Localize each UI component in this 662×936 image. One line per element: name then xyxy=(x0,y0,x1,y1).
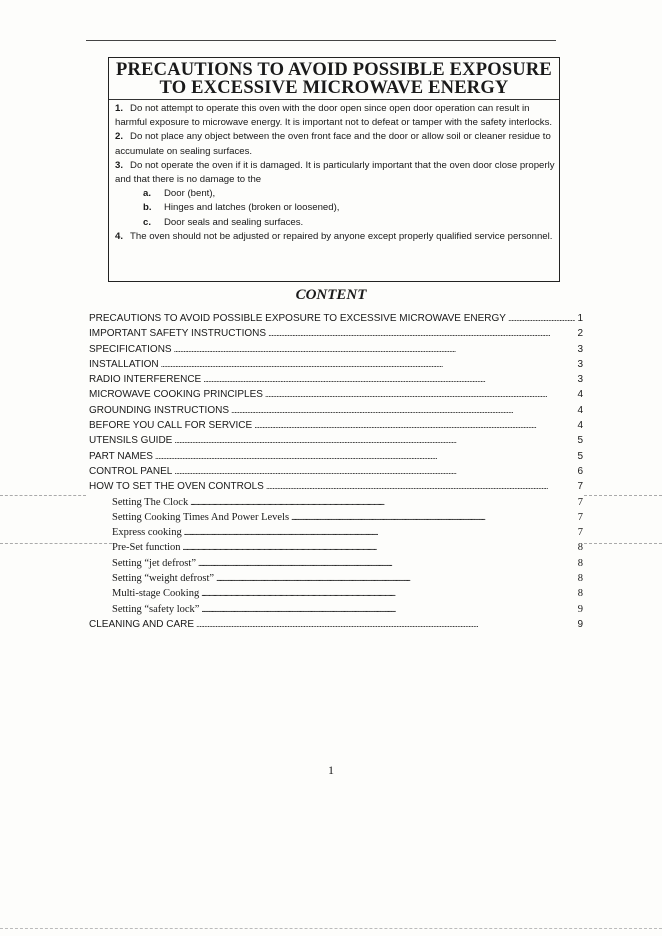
leader-dots xyxy=(291,512,575,523)
scan-noise-line xyxy=(0,495,86,496)
leader-dots xyxy=(196,619,575,630)
toc-row-sub xyxy=(89,573,583,588)
toc-title: CONTROL PANEL xyxy=(89,465,173,477)
leader-dots xyxy=(198,558,575,569)
toc-row xyxy=(89,359,583,374)
leader-dots xyxy=(265,389,575,400)
sub-letter: c. xyxy=(143,216,152,228)
precautions-box xyxy=(108,57,560,282)
toc-page: 8 xyxy=(577,557,583,569)
toc-title: CLEANING AND CARE xyxy=(89,618,195,630)
scan-noise-line xyxy=(584,543,662,544)
item-number: 1. xyxy=(115,103,124,114)
sub-item-a xyxy=(143,187,555,201)
scan-noise-line xyxy=(0,543,112,544)
toc-page: 4 xyxy=(577,389,583,401)
content-title: CONTENT xyxy=(295,287,367,303)
toc-row-sub xyxy=(89,604,583,619)
toc-title: GROUNDING INSTRUCTIONS xyxy=(89,404,229,416)
precautions-title-line1: PRECAUTIONS TO AVOID POSSIBLE EXPOSURE xyxy=(116,60,552,80)
toc-row-sub xyxy=(89,512,583,527)
toc-row-sub xyxy=(89,542,583,557)
leader-dots xyxy=(174,344,575,355)
toc-title: Setting “jet defrost” xyxy=(112,557,196,569)
toc-title: Multi-stage Cooking xyxy=(112,588,200,600)
toc-page: 3 xyxy=(577,374,583,386)
sub-text: Door seals and sealing surfaces. xyxy=(164,216,304,228)
leader-dots xyxy=(266,481,575,492)
toc-row xyxy=(89,619,583,634)
toc-row-sub xyxy=(89,588,583,603)
page-number: 1 xyxy=(328,763,334,777)
leader-dots xyxy=(268,328,575,339)
toc-title: UTENSILS GUIDE xyxy=(89,435,173,447)
toc-title: INSTALLATION xyxy=(89,358,159,370)
toc-page: 7 xyxy=(577,481,583,493)
toc-page: 8 xyxy=(577,542,583,554)
precautions-title-line2: TO EXCESSIVE MICROWAVE ENERGY xyxy=(159,78,509,98)
toc-row-sub xyxy=(89,558,583,573)
toc-page: 9 xyxy=(577,618,583,630)
sub-text: Hinges and latches (broken or loosened), xyxy=(164,202,340,214)
leader-dots xyxy=(183,542,575,553)
item-text: The oven should not be adjusted or repaired by anyone except properly qualified service personnel. xyxy=(130,230,553,242)
scan-noise-line xyxy=(584,495,662,496)
top-rule xyxy=(86,40,556,41)
leader-dots xyxy=(201,588,575,599)
toc-row xyxy=(89,481,583,496)
toc-page: 3 xyxy=(577,343,583,355)
item-number: 2. xyxy=(115,131,124,143)
leader-dots xyxy=(161,359,575,370)
leader-dots xyxy=(184,527,575,538)
sub-letter: a. xyxy=(143,188,152,200)
toc-title: Express cooking xyxy=(112,527,182,539)
toc-page: 4 xyxy=(577,420,583,432)
toc-title: MICROWAVE COOKING PRINCIPLES xyxy=(89,389,263,401)
leader-dots xyxy=(203,374,575,385)
toc-page: 7 xyxy=(577,511,583,523)
item-text: Do not attempt to operate this oven with the door open since open door operation can result in harmful exposure to microwave energy. It is important not to defeat or tamper with the safety interlocks. xyxy=(115,103,553,129)
toc-page: 1 xyxy=(577,313,583,324)
toc-title: Pre-Set function xyxy=(112,542,181,554)
leader-dots xyxy=(254,420,575,431)
item-text: Do not place any object between the oven front face and the door or allow soil or cleaner residue to accumulate on sealing surfaces. xyxy=(115,131,551,157)
item-number: 4. xyxy=(115,230,124,242)
bottom-rule xyxy=(0,928,662,929)
item-text: Do not operate the oven if it is damaged. It is particularly important that the oven door close properly and that there is no damage to the xyxy=(115,159,555,186)
toc-title: IMPORTANT SAFETY INSTRUCTIONS xyxy=(89,328,267,340)
toc-row xyxy=(89,466,583,481)
leader-dots xyxy=(174,435,575,446)
sub-item-c xyxy=(143,216,555,230)
toc-page: 3 xyxy=(577,358,583,370)
sub-text: Door (bent), xyxy=(164,188,216,200)
toc-row xyxy=(89,435,583,450)
leader-dots xyxy=(190,497,575,508)
leader-dots xyxy=(155,451,575,462)
toc-page: 7 xyxy=(577,496,583,508)
sub-letter: b. xyxy=(143,202,152,214)
toc-title: RADIO INTERFERENCE xyxy=(89,374,202,386)
toc-title: PRECAUTIONS TO AVOID POSSIBLE EXPOSURE TO EXCESSIVE MICROWAVE ENERGY xyxy=(89,313,506,324)
toc-row-sub xyxy=(89,497,583,512)
toc-title: Setting The Clock xyxy=(112,496,189,508)
precaution-item-1 xyxy=(115,102,555,130)
precaution-item-2 xyxy=(115,130,555,158)
toc-title: HOW TO SET THE OVEN CONTROLS xyxy=(89,481,264,493)
toc-page: 8 xyxy=(577,573,583,585)
leader-dots xyxy=(231,405,575,416)
table-of-contents xyxy=(89,313,583,634)
toc-row xyxy=(89,451,583,466)
toc-page: 4 xyxy=(577,404,583,416)
item-number: 3. xyxy=(115,159,124,171)
precautions-title xyxy=(109,61,559,97)
toc-row xyxy=(89,328,583,343)
toc-row xyxy=(89,389,583,404)
leader-dots xyxy=(174,466,575,477)
toc-page: 5 xyxy=(577,435,583,447)
toc-title: Setting “safety lock” xyxy=(112,603,200,615)
toc-row xyxy=(89,420,583,435)
toc-page: 5 xyxy=(577,450,583,462)
sub-item-b xyxy=(143,201,555,215)
precautions-list xyxy=(109,100,559,244)
toc-row-sub xyxy=(89,527,583,542)
toc-title: BEFORE YOU CALL FOR SERVICE xyxy=(89,420,253,432)
leader-dots xyxy=(508,313,575,324)
precaution-item-3 xyxy=(115,159,555,187)
toc-page: 2 xyxy=(577,328,583,340)
toc-title: SPECIFICATIONS xyxy=(89,343,172,355)
leader-dots xyxy=(216,573,575,584)
toc-page: 9 xyxy=(577,603,583,615)
toc-title: Setting Cooking Times And Power Levels xyxy=(112,511,290,523)
toc-title: PART NAMES xyxy=(89,450,153,462)
toc-row xyxy=(89,344,583,359)
toc-page: 6 xyxy=(577,465,583,477)
toc-row xyxy=(89,374,583,389)
toc-title: Setting “weight defrost” xyxy=(112,573,215,585)
precaution-item-4 xyxy=(115,230,555,244)
toc-page: 7 xyxy=(577,527,583,539)
toc-row xyxy=(89,405,583,420)
leader-dots xyxy=(201,604,575,615)
toc-page: 8 xyxy=(577,588,583,600)
toc-row xyxy=(89,313,583,328)
